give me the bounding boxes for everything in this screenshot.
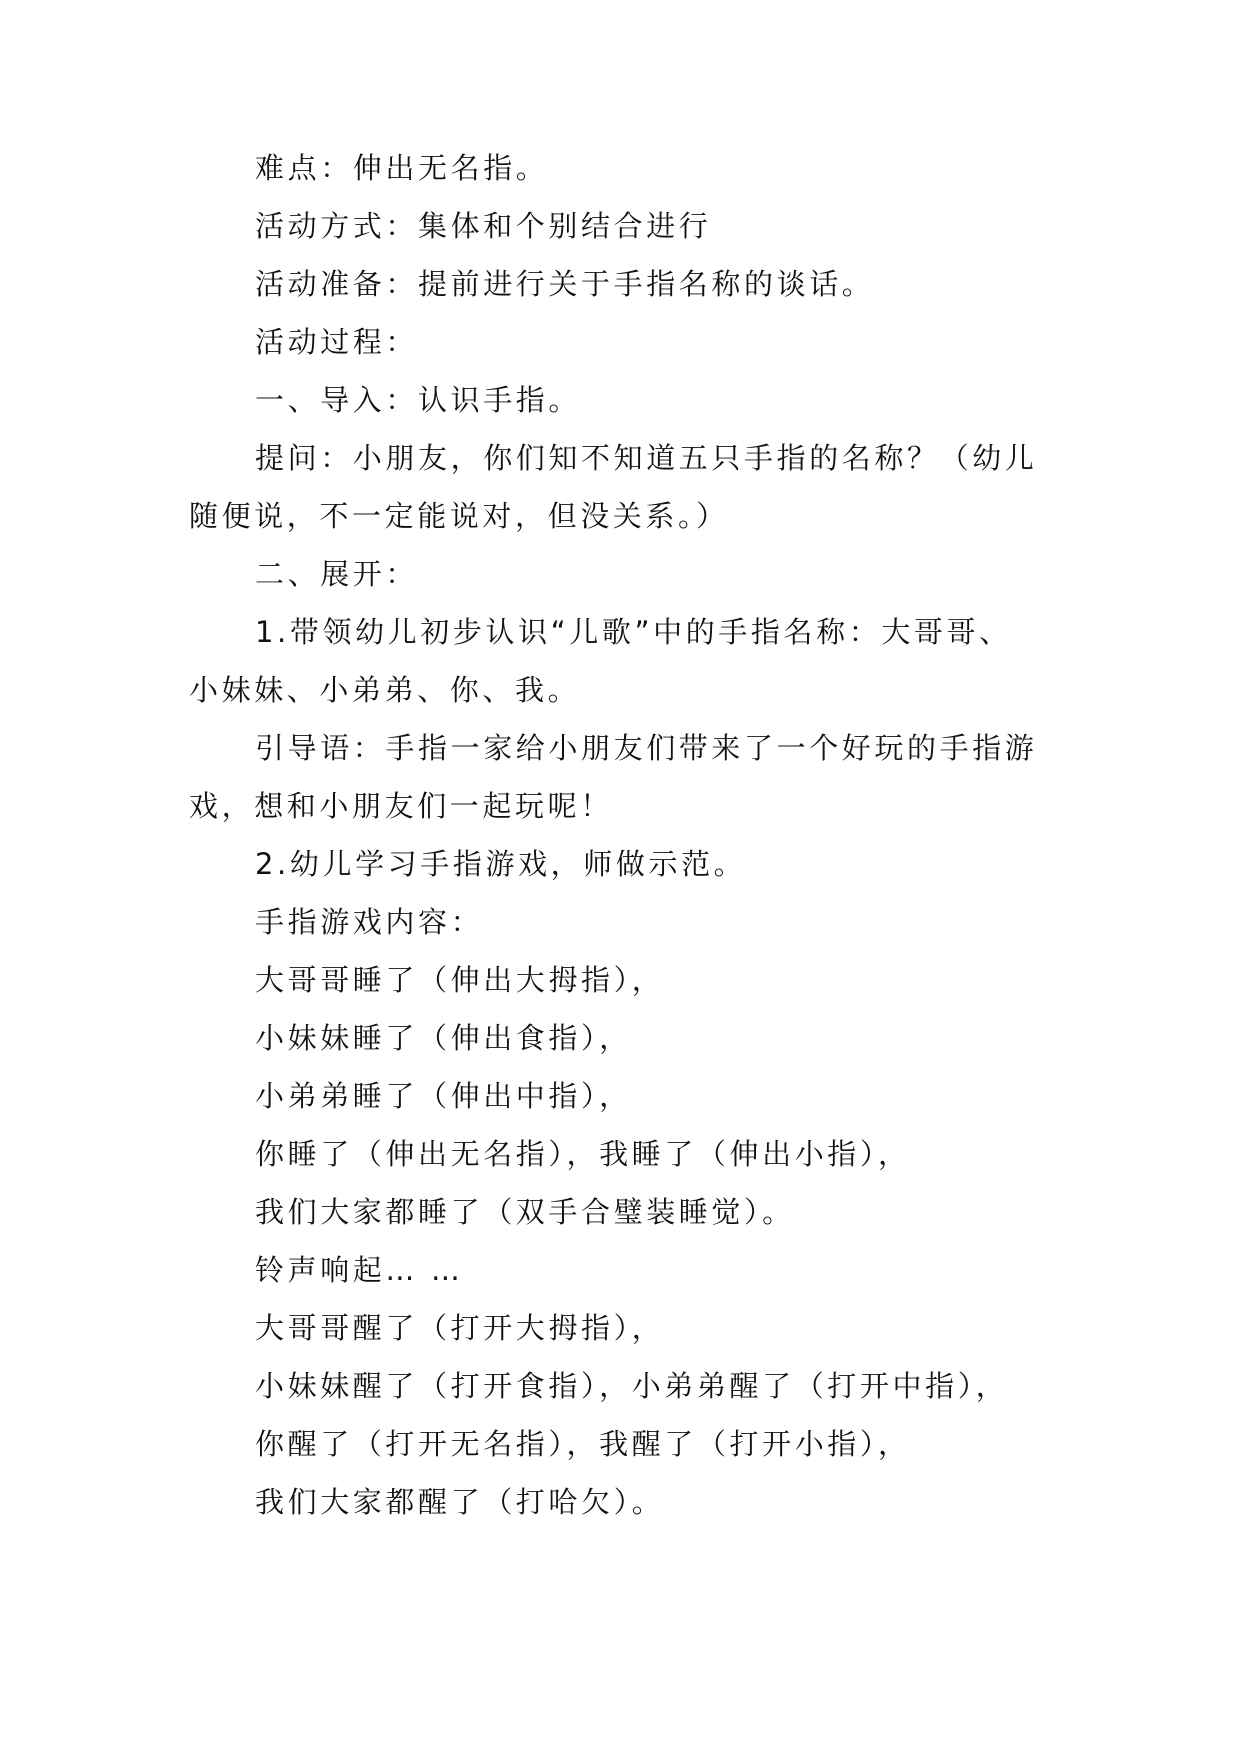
text-line: 铃声响起… …: [255, 1253, 464, 1287]
text-line: 小妹妹睡了（伸出食指），: [255, 1021, 632, 1055]
text-line: 二、展开：: [255, 557, 419, 591]
text-line: 小妹妹、小弟弟、你、我。: [189, 673, 581, 707]
text-line: 你醒了（打开无名指），我醒了（打开小指），: [255, 1427, 911, 1461]
text-line: 一、导入：认识手指。: [255, 383, 582, 417]
text-line: 手指游戏内容：: [255, 905, 484, 939]
text-line: 随便说，不一定能说对，但没关系。）: [189, 499, 729, 533]
text-line: 活动过程：: [255, 325, 419, 359]
text-line: 我们大家都醒了（打哈欠）。: [255, 1485, 665, 1519]
text-line: 提问：小朋友，你们知不知道五只手指的名称？（幼儿: [255, 441, 1038, 475]
text-line: 活动方式：集体和个别结合进行: [255, 209, 712, 243]
text-line: 大哥哥醒了（打开大拇指），: [255, 1311, 665, 1345]
text-line: 戏，想和小朋友们一起玩呢！: [189, 789, 613, 823]
text-line: 小弟弟睡了（伸出中指），: [255, 1079, 632, 1113]
text-line: 活动准备：提前进行关于手指名称的谈话。: [255, 267, 875, 301]
text-line: 2.幼儿学习手指游戏，师做示范。: [255, 847, 747, 881]
text-line: 难点：伸出无名指。: [255, 151, 549, 185]
text-line: 小妹妹醒了（打开食指），小弟弟醒了（打开中指），: [255, 1369, 1009, 1403]
text-line: 大哥哥睡了（伸出大拇指），: [255, 963, 665, 997]
text-line: 我们大家都睡了（双手合璧装睡觉）。: [255, 1195, 795, 1229]
text-line: 引导语：手指一家给小朋友们带来了一个好玩的手指游: [255, 731, 1038, 765]
text-line: 你睡了（伸出无名指），我睡了（伸出小指），: [255, 1137, 911, 1171]
text-line: 1.带领幼儿初步认识“儿歌”中的手指名称：大哥哥、: [255, 615, 1012, 649]
